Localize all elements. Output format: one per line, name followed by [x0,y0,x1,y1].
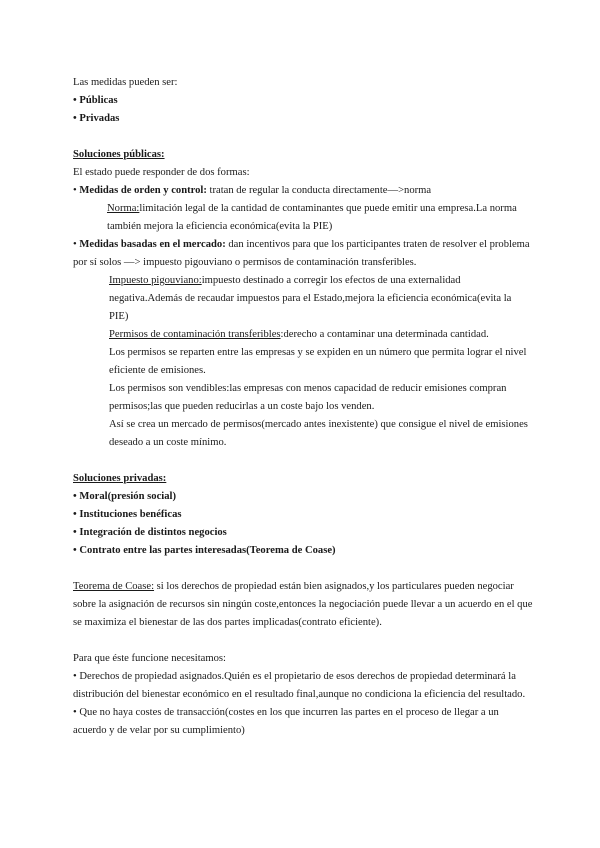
norma-paragraph: Norma:limitación legal de la cantidad de contaminantes que puede emitir una empresa.La norma también mejora la eficiencia económica(evita la PIE) [107,203,517,232]
publicas-intro: El estado puede responder de dos formas: [73,167,250,178]
list-item: • Instituciones benéficas [73,509,182,520]
intro-line: Las medidas pueden ser: [73,77,178,88]
list-item: • Integración de distintos negocios [73,527,227,538]
list-item: • Contrato entre las partes interesadas(Teorema de Coase) [73,545,336,556]
list-item: • Derechos de propiedad asignados.Quién es el propietario de esos derechos de propiedad determinará la distribución del bienestar económico en el resultado final,aunque no condiciona la eficiencia del resultado. [73,671,526,700]
list-item-orden: • Medidas de orden y control: tratan de regular la conducta directamente—>norma [73,185,432,196]
list-item: • Privadas [73,113,120,124]
list-item: • Que no haya costes de transacción(costes en los que incurren las partes en el proceso de llegar a un acuerdo y de velar por su cumplimiento) [73,707,499,736]
document-page [73,74,533,740]
mercado-details [73,272,533,452]
list-item: • Públicas [73,95,118,106]
permisos-p1: Los permisos se reparten entre las empresas y se expiden en un número que permita lograr el nivel eficiente de emisiones. [109,347,527,376]
impuesto-paragraph: Impuesto pigouviano:impuesto destinado a corregir los efectos de una externalidad negativa.Además de recaudar impuestos para el Estado,mejora la eficiencia económica(evita la PIE) [109,275,512,322]
section-heading-privadas: Soluciones privadas: [73,473,167,484]
list-item-mercado: • Medidas basadas en el mercado: dan incentivos para que los participantes traten de resolver el problema por sí solos —> impuesto pigouviano o permisos de contaminación transferibles. [73,239,530,268]
requisitos-intro: Para que éste funcione necesitamos: [73,653,226,664]
section-heading-publicas: Soluciones públicas: [73,149,165,160]
coase-paragraph: Teorema de Coase: si los derechos de propiedad están bien asignados,y los particulares pueden negociar sobre la asignación de recursos sin ningún coste,entonces la negociación puede llevar a un acuerdo en el que se maximiza el bienestar de las dos partes implicadas(contrato eficiente). [73,581,533,628]
list-item: • Moral(presión social) [73,491,176,502]
permisos-p2: Los permisos son vendibles:las empresas con menos capacidad de reducir emisiones compran permisos;las que pueden reducirlas a un coste bajo los venden. [109,383,507,412]
permisos-paragraph: Permisos de contaminación transferibles:derecho a contaminar una determinada cantidad. [109,329,489,340]
permisos-p3: Así se crea un mercado de permisos(mercado antes inexistente) que consigue el nivel de emisiones deseado a un coste mínimo. [109,419,528,448]
